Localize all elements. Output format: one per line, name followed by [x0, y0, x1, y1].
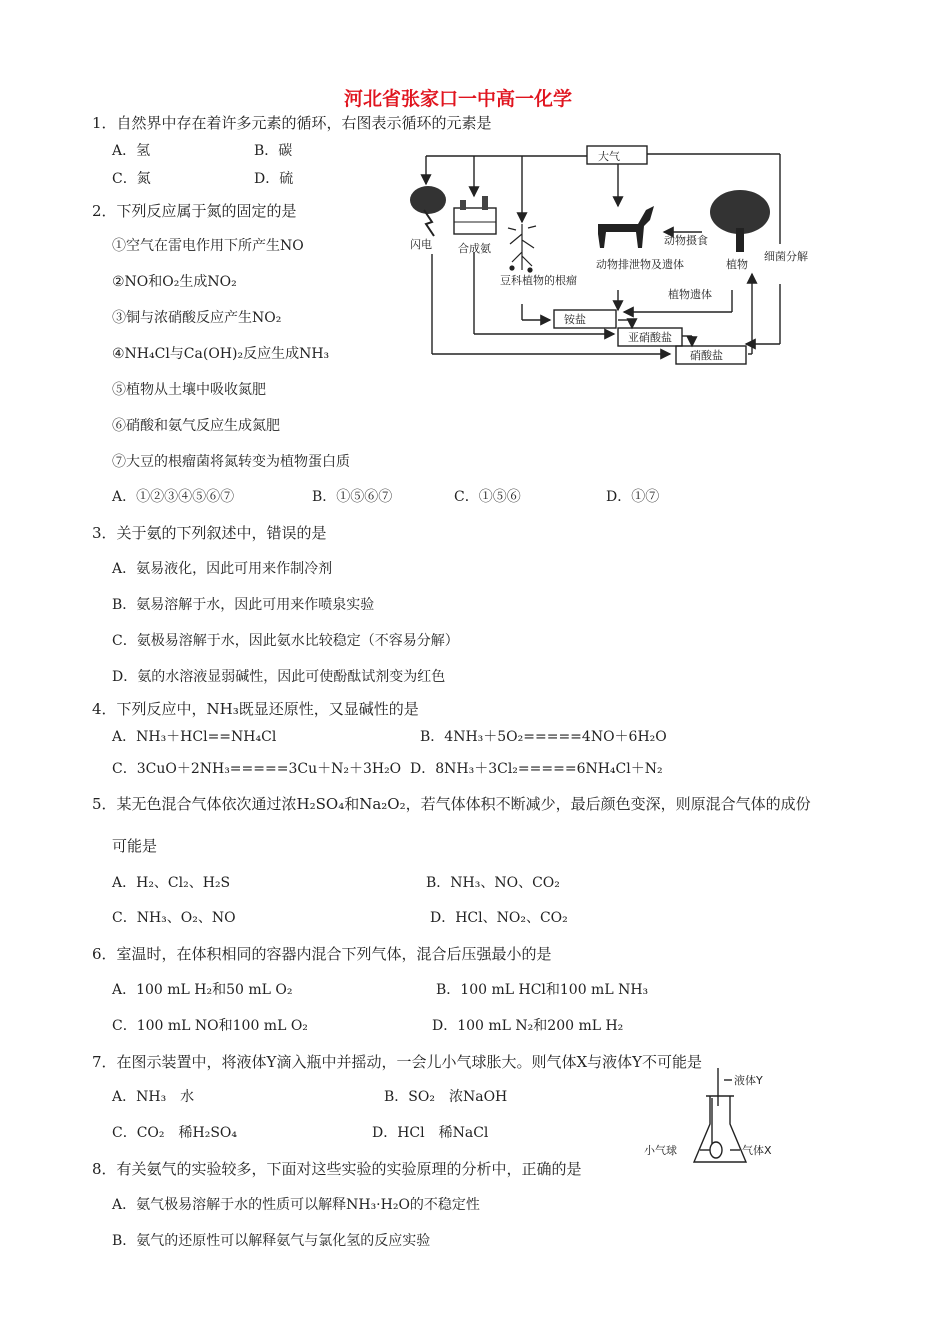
factory-icon: [454, 196, 496, 234]
q5-option-a: A．H₂、Cl₂、H₂S: [112, 875, 231, 891]
label-legume-roots: 豆科植物的根瘤: [500, 274, 577, 287]
q6-option-c: C．100 mL NO和100 mL O₂: [112, 1018, 308, 1034]
label-bacteria-decomp: 细菌分解: [764, 250, 808, 263]
q4-option-a: A．NH₃＋HCl==NH₄Cl: [112, 729, 277, 745]
q6-option-b: B．100 mL HCl和100 mL NH₃: [436, 982, 649, 998]
q2-option-a: A．①②③④⑤⑥⑦: [112, 489, 235, 505]
q2-item-2: ②NO和O₂生成NO₂: [112, 274, 237, 290]
q4-option-c: C．3CuO＋2NH₃=====3Cu＋N₂＋3H₂O: [112, 761, 402, 777]
label-ammonium-salt: 铵盐: [564, 313, 586, 326]
question-1-stem: 1．自然界中存在着许多元素的循环，右图表示循环的元素是: [92, 114, 492, 132]
q8-option-b: B．氨气的还原性可以解释氨气与氯化氢的反应实验: [112, 1233, 431, 1249]
q6-option-d: D．100 mL N₂和200 mL H₂: [432, 1018, 624, 1034]
q2-option-b: B．①⑤⑥⑦: [312, 489, 393, 505]
question-6-stem: 6．室温时，在体积相同的容器内混合下列气体，混合后压强最小的是: [92, 945, 552, 963]
q2-option-d: D．①⑦: [606, 489, 660, 505]
q1-option-d: D．硫: [254, 171, 294, 187]
label-nitrate: 硝酸盐: [690, 349, 723, 362]
question-5-stem-cont: 可能是: [112, 837, 158, 855]
question-2-stem: 2．下列反应属于氮的固定的是: [92, 202, 297, 220]
label-atmosphere: 大气: [598, 150, 620, 163]
label-nitrite: 亚硝酸盐: [628, 331, 672, 344]
q2-item-5: ⑤植物从土壤中吸收氮肥: [112, 382, 266, 398]
question-4-stem: 4．下列反应中，NH₃既显还原性，又显碱性的是: [92, 700, 419, 718]
q2-item-4: ④NH₄Cl与Ca(OH)₂反应生成NH₃: [112, 346, 330, 362]
q4-option-b: B．4NH₃＋5O₂=====4NO＋6H₂O: [420, 729, 667, 745]
label-animal-waste: 动物排泄物及遗体: [596, 258, 684, 271]
q7-option-b: B．SO₂ 浓NaOH: [384, 1089, 508, 1105]
q7-option-a: A．NH₃ 水: [112, 1089, 195, 1105]
label-lightning: 闪电: [410, 238, 432, 251]
q2-item-3: ③铜与浓硝酸反应产生NO₂: [112, 310, 282, 326]
flask-apparatus-diagram: [640, 1066, 790, 1176]
q3-option-c: C．氨极易溶解于水，因此氨水比较稳定（不容易分解）: [112, 633, 459, 649]
label-plant-remains: 植物遗体: [668, 288, 712, 301]
label-balloon: 小气球: [644, 1144, 677, 1157]
legume-plant-icon: [508, 224, 536, 272]
q6-option-a: A．100 mL H₂和50 mL O₂: [112, 982, 293, 998]
q3-option-d: D．氨的水溶液显弱碱性，因此可使酚酞试剂变为红色: [112, 669, 446, 685]
label-liquid-y: 液体Y: [734, 1074, 763, 1087]
q2-option-c: C．①⑤⑥: [454, 489, 521, 505]
q3-option-a: A．氨易液化，因此可用来作制冷剂: [112, 561, 333, 577]
page-title: 河北省张家口一中高一化学: [344, 88, 573, 110]
q7-option-c: C．CO₂ 稀H₂SO₄: [112, 1125, 238, 1141]
q5-option-d: D．HCl、NO₂、CO₂: [430, 910, 568, 926]
label-animal-intake: 动物摄食: [664, 234, 708, 247]
label-gas-x: 气体X: [742, 1144, 772, 1157]
question-5-stem: 5．某无色混合气体依次通过浓H₂SO₄和Na₂O₂，若气体体积不断减少，最后颜色变深，则原混合气体的成份: [92, 795, 811, 813]
q5-option-b: B．NH₃、NO、CO₂: [426, 875, 560, 891]
q8-option-a: A．氨气极易溶解于水的性质可以解释NH₃·H₂O的不稳定性: [112, 1197, 480, 1213]
question-7-stem: 7．在图示装置中，将液体Y滴入瓶中并摇动，一会儿小气球胀大。则气体X与液体Y不可能是: [92, 1053, 703, 1071]
q1-option-b: B．碳: [254, 143, 293, 159]
question-8-stem: 8．有关氨气的实验较多，下面对这些实验的实验原理的分析中，正确的是: [92, 1160, 582, 1178]
q4-option-d: D．8NH₃＋3Cl₂=====6NH₄Cl＋N₂: [410, 761, 663, 777]
q2-item-6: ⑥硝酸和氨气反应生成氮肥: [112, 418, 280, 434]
label-plant: 植物: [726, 258, 748, 271]
q2-item-7: ⑦大豆的根瘤菌将氮转变为植物蛋白质: [112, 454, 350, 470]
lightning-icon: [410, 186, 446, 236]
q1-option-a: A．氢: [112, 143, 151, 159]
label-ammonia-synthesis: 合成氨: [458, 242, 491, 255]
nitrogen-cycle-diagram: [392, 144, 808, 372]
question-3-stem: 3．关于氨的下列叙述中，错误的是: [92, 524, 327, 542]
q5-option-c: C．NH₃、O₂、NO: [112, 910, 236, 926]
tree-icon: [710, 190, 770, 252]
q3-option-b: B．氨易溶解于水，因此可用来作喷泉实验: [112, 597, 375, 613]
horse-icon: [598, 206, 654, 248]
q7-option-d: D．HCl 稀NaCl: [372, 1125, 489, 1141]
q2-item-1: ①空气在雷电作用下所产生NO: [112, 238, 304, 254]
q1-option-c: C．氮: [112, 171, 151, 187]
